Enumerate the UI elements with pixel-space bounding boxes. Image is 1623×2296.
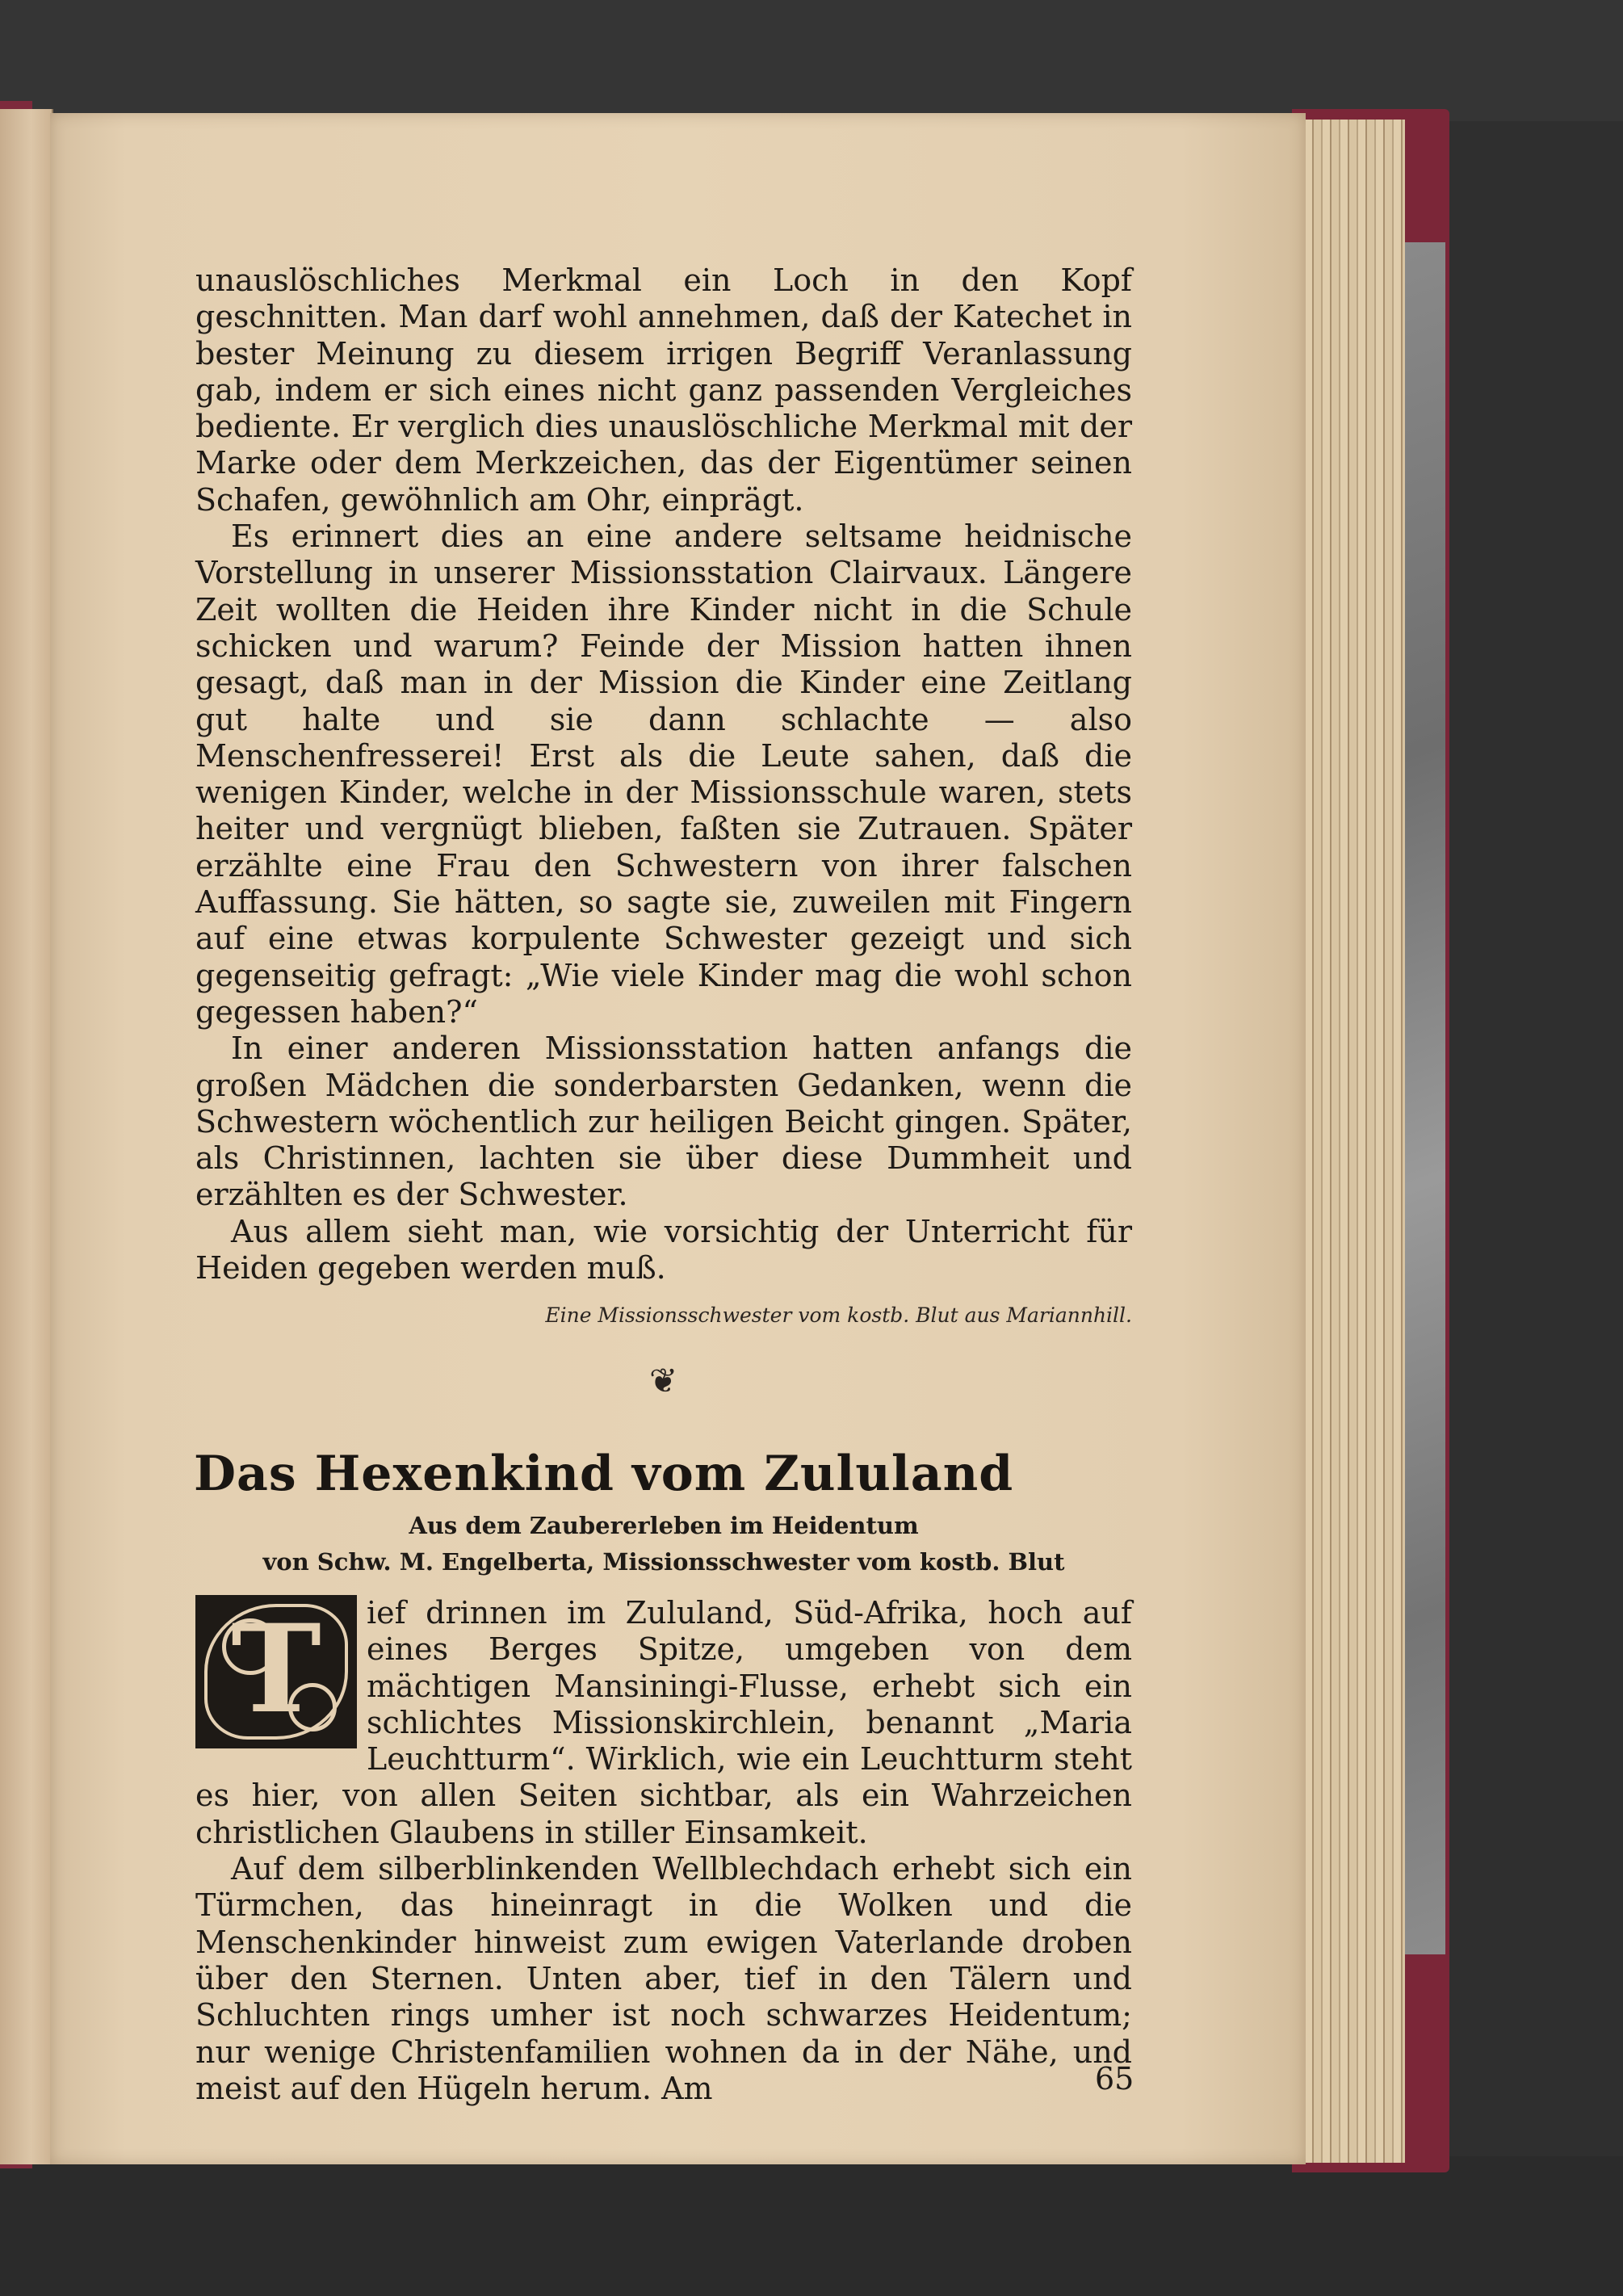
background-top <box>0 0 1623 121</box>
first-paragraph-text: ief drinnen im Zululand, Süd-Afrika, hoch auf eines Berges Spitze, umgeben von dem mächtigen Mansiningi-Flusse, erhebt sich ein schlichtes Missionskirchlein, benannt „Maria Leuchtturm“. Wirklich, wie ein Leuchtturm steht es hier, von allen Seiten sichtbar, als ein Wahrzeichen christlichen Glaubens in stiller Einsamkeit. <box>195 1595 1132 1850</box>
article-byline: von Schw. M. Engelberta, Missionsschwester vom kostb. Blut <box>262 1548 1065 1576</box>
background-bottom <box>0 2156 1623 2296</box>
paragraph-3: In einer anderen Missionsstation hatten anfangs die großen Mädchen die sonderbarsten Gedanken, wenn die Schwestern wöchentlich zur heiligen Beicht gingen. Später, als Christinnen, lachten sie über diese Dummheit und erzählten es der Schwester. <box>195 1030 1132 1213</box>
paragraph-4: Aus allem sieht man, wie vorsichtig der Unterricht für Heiden gegeben werden muß. <box>195 1213 1132 1287</box>
author-credit: Eine Missionsschwester vom kostb. Blut aus Mariannhill. <box>545 1303 1132 1327</box>
drop-cap-initial <box>195 1595 357 1748</box>
page-edges <box>1296 120 1405 2163</box>
paragraph-2: Es erinnert dies an eine andere seltsame heidnische Vorstellung in unserer Missionsstation Clairvaux. Längere Zeit wollten die Heiden ihre Kinder nicht in die Schule schicken und warum? Feinde der Mission hatten ihnen gesagt, daß man in der Mission die Kinder eine Zeitlang gut halte und sie dann schlachte — also Menschenfresserei! Erst als die Leute sahen, daß die wenigen Kinder, welche in der Missionsschule waren, stets heiter und vergnügt blieben, faßten sie Zutrauen. Später erzählte eine Frau den Schwestern von ihrer falschen Auffassung. Sie hätten, so sagte sie, zuweilen mit Fingern auf eine etwas korpulente Schwester gezeigt und sich gegenseitig gefragt: „Wie viele Kinder mag die wohl schon gegessen haben?“ <box>195 518 1132 1030</box>
second-paragraph: Auf dem silberblinkenden Wellblechdach erhebt sich ein Türmchen, das hineinragt in die Wolken und die Menschenkinder hinweist zum ewigen Vaterlande droben über den Sternen. Unten aber, tief in den Tälern und Schluchten rings umher ist noch schwarzes Heidentum; nur wenige Christenfamilien wohnen da in der Nähe, und meist auf den Hügeln herum. Am <box>195 1851 1132 2106</box>
left-page-edge <box>0 109 53 2164</box>
paragraph-1: unauslöschliches Merkmal ein Loch in den Kopf geschnitten. Man darf wohl annehmen, daß der Katechet in bester Meinung zu diesem irrigen Begriff Veranlassung gab, indem er sich eines nicht ganz passenden Vergleiches bediente. Er verglich dies unauslöschliche Merkmal mit der Marke oder dem Merkzeichen, das der Eigentümer seinen Schafen, gewöhnlich am Ohr, einprägt. <box>195 262 1132 518</box>
article-title: Das Hexenkind vom Zululand <box>194 1446 1014 1502</box>
lower-text <box>195 1595 1132 2107</box>
upper-text <box>195 262 1132 1287</box>
section-ornament-icon: ❦ <box>649 1361 678 1400</box>
article-subtitle: Aus dem Zaubererleben im Heidentum <box>409 1512 919 1539</box>
drop-cap-letter: T <box>231 1598 321 1740</box>
book-page <box>50 113 1306 2164</box>
page-number: 65 <box>1095 2061 1134 2097</box>
first-paragraph <box>195 1595 1132 1851</box>
